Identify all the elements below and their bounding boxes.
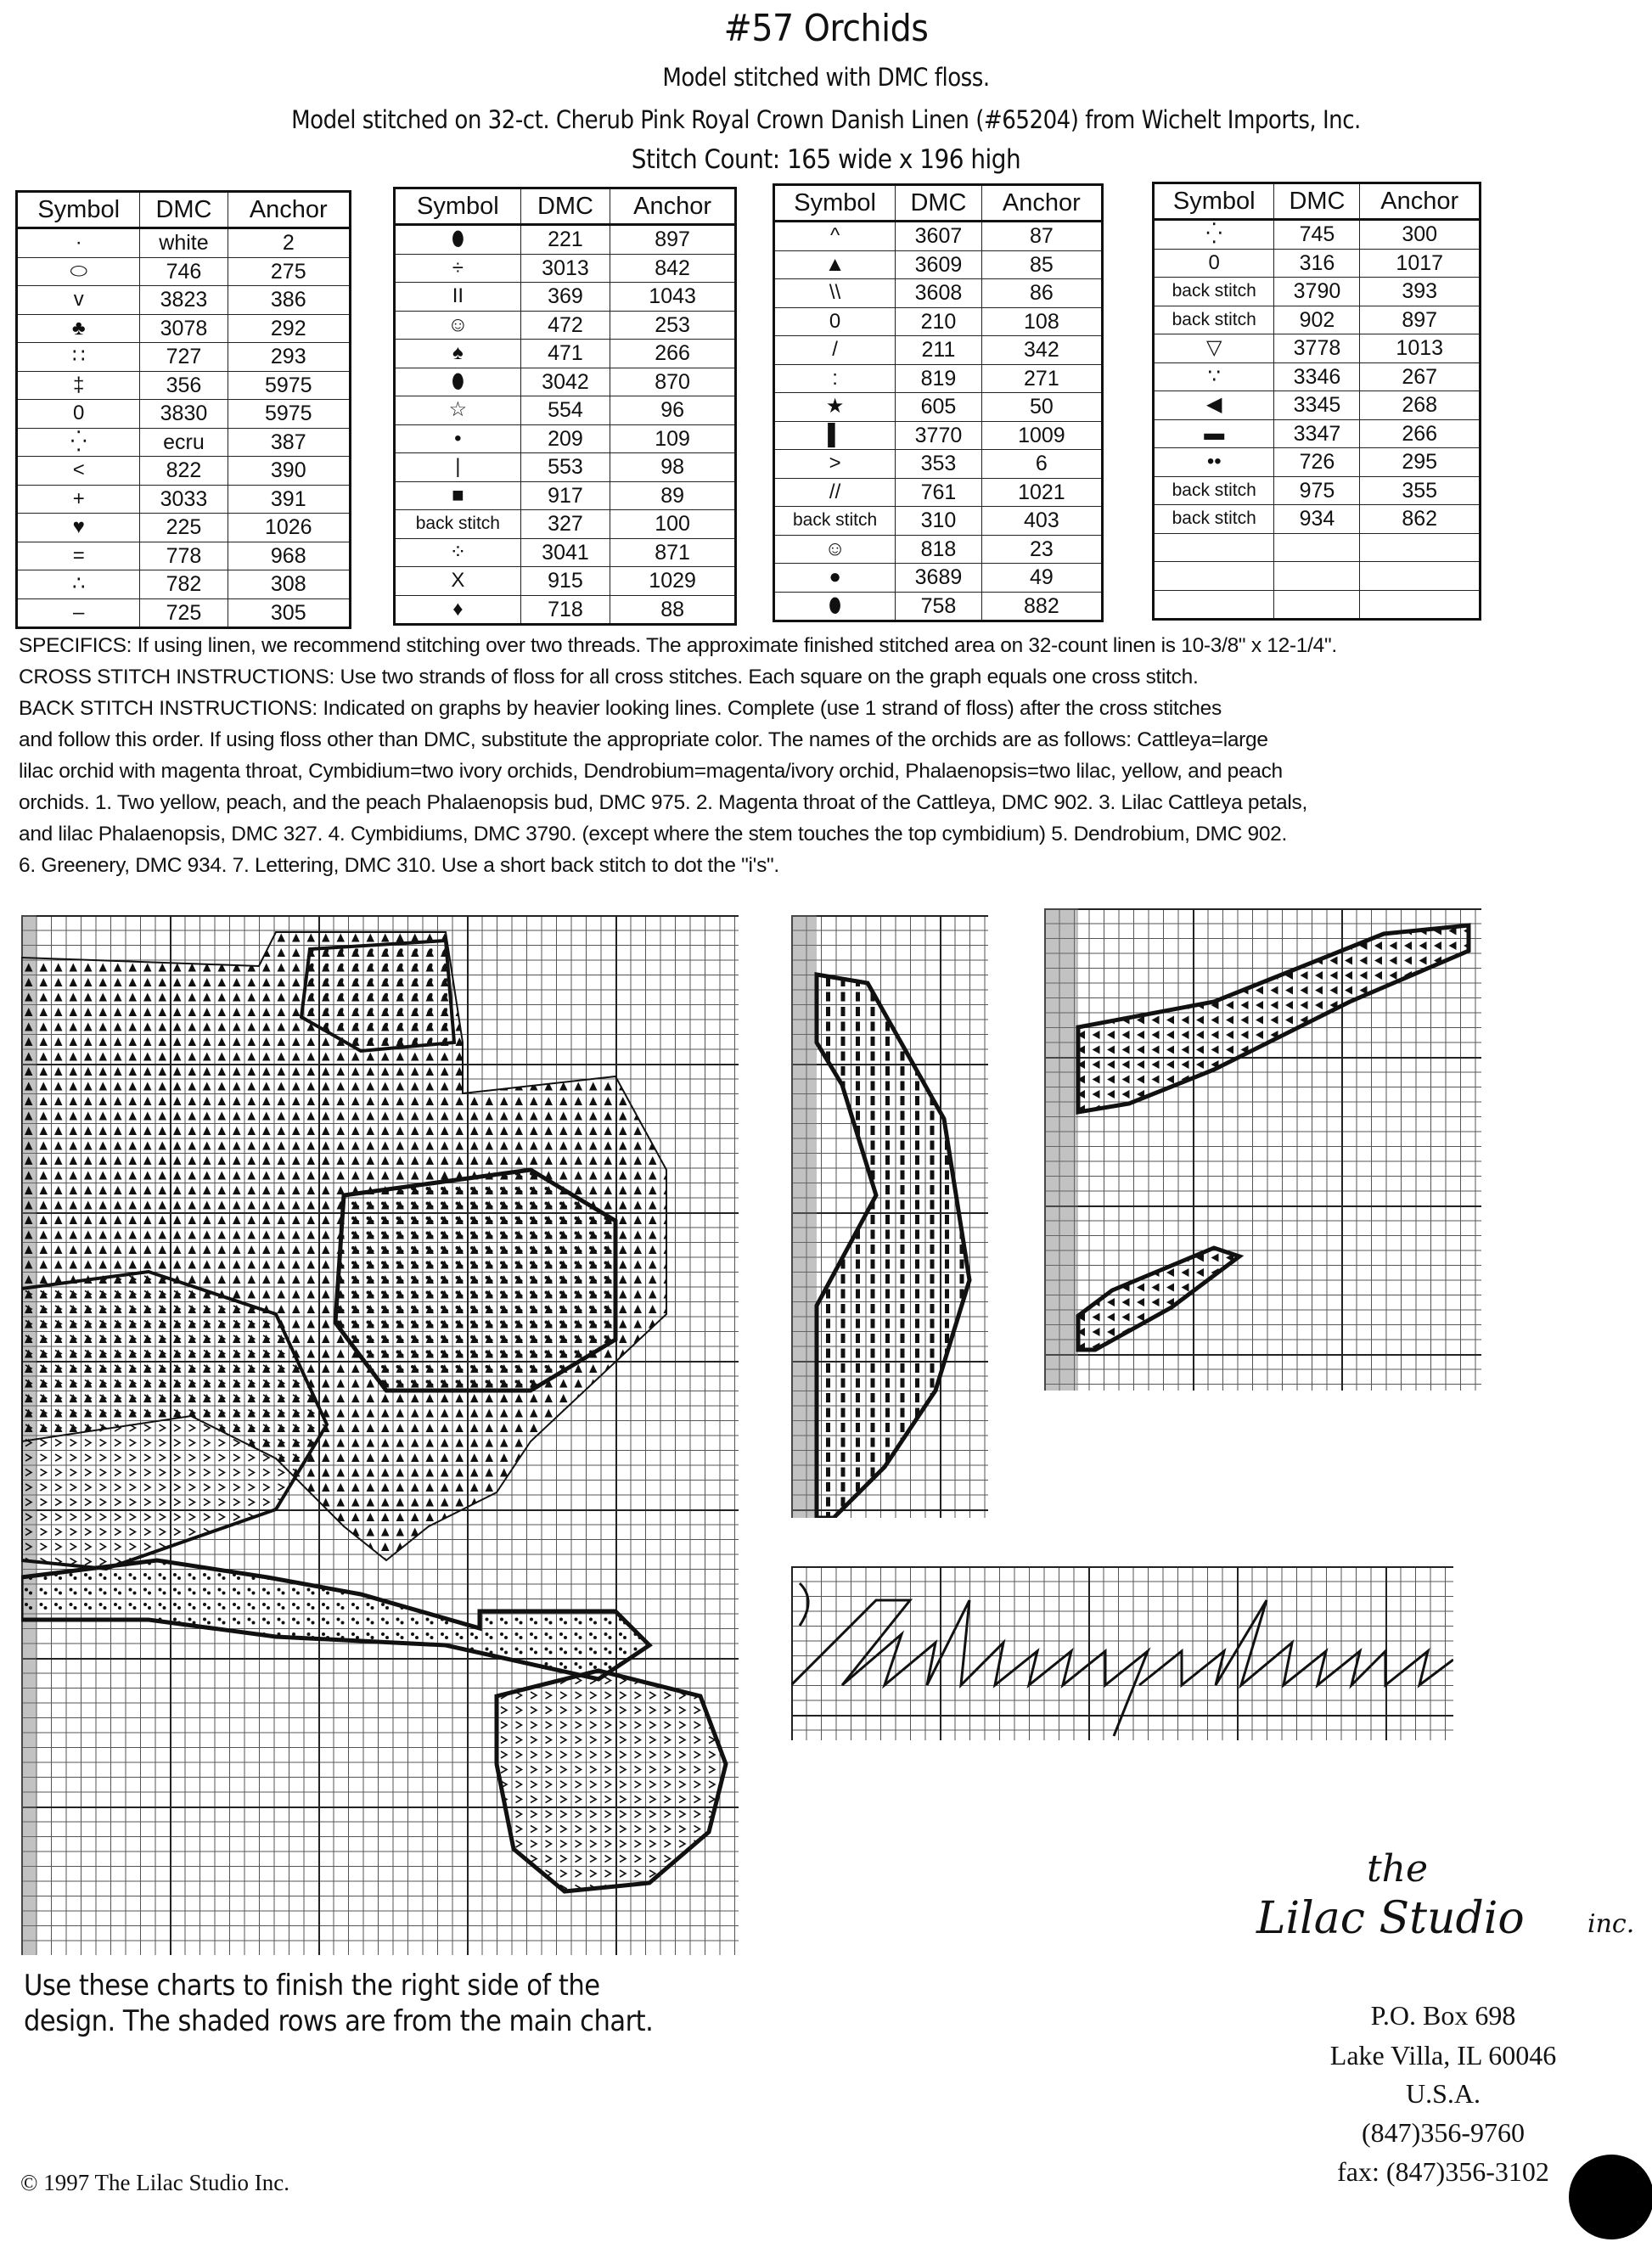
floss-key-table-4 [1152,182,1481,621]
key-header-symbol: Symbol [1154,183,1274,220]
key-header-row [395,188,736,225]
key-dmc: 822 [140,457,228,486]
key-symbol-icon: ▽ [1154,334,1274,363]
key-row [17,343,351,372]
key-dmc: 3041 [520,538,610,567]
key-symbol: back stitch [1154,476,1274,505]
key-row [1154,476,1481,505]
key-symbol-icon: ♥ [17,514,140,542]
key-header-symbol: Symbol [17,192,140,228]
key-dmc [1274,562,1360,591]
key-anchor: 87 [981,222,1102,251]
key-row [17,514,351,542]
key-dmc: 210 [896,307,982,336]
key-dmc: 727 [140,343,228,372]
key-anchor: 393 [1360,278,1481,306]
key-anchor: 968 [228,542,350,570]
key-header-dmc: DMC [1274,183,1360,220]
key-anchor: 1009 [981,421,1102,450]
key-row [1154,334,1481,363]
key-dmc: 221 [520,225,610,255]
key-dmc: 745 [1274,220,1360,250]
key-dmc: 3823 [140,286,228,315]
key-dmc: 471 [520,340,610,368]
chart-note-line: Use these charts to finish the right side of the [24,1969,600,2003]
key-row [1154,533,1481,562]
key-dmc: 3607 [896,222,982,251]
key-dmc: 3770 [896,421,982,450]
key-anchor: 266 [610,340,736,368]
key-symbol-icon: · [17,228,140,258]
key-anchor: 86 [981,279,1102,308]
key-dmc: 356 [140,371,228,400]
key-row [17,485,351,514]
key-row [395,567,736,596]
key-symbol-icon: ▌ [774,421,896,450]
key-dmc: 726 [1274,448,1360,477]
side-chart-leaves [1044,908,1481,1391]
key-row [774,279,1103,308]
chart-note-line: design. The shaded rows are from the main chart. [24,2004,654,2038]
key-symbol-icon: •• [1154,448,1274,477]
key-dmc: 225 [140,514,228,542]
key-anchor: 295 [1360,448,1481,477]
key-symbol-icon: = [17,542,140,570]
key-symbol: back stitch [774,507,896,536]
key-symbol-icon: II [395,283,521,312]
key-dmc: 554 [520,396,610,425]
key-anchor: 275 [228,257,350,286]
instruction-line: lilac orchid with magenta throat, Cymbidium=two ivory orchids, Dendrobium=magenta/ivory orchid, Phalaenopsis=two lilac, yellow, and peach [19,760,1283,783]
key-row [1154,306,1481,334]
key-header-row [774,185,1103,222]
key-symbol-icon: ⬮ [395,368,521,396]
key-anchor [1360,562,1481,591]
key-dmc: 718 [520,595,610,625]
key-dmc: 3078 [140,314,228,343]
key-symbol-icon: 0 [774,307,896,336]
key-symbol-icon: ∵ [1154,362,1274,391]
key-anchor: 253 [610,311,736,340]
key-symbol-icon: ▬ [1154,419,1274,448]
key-anchor: 1043 [610,283,736,312]
key-anchor: 882 [981,592,1102,621]
key-row [17,428,351,457]
key-row [17,457,351,486]
key-symbol-icon: // [774,478,896,507]
key-row [774,393,1103,422]
key-dmc: 3790 [1274,278,1360,306]
key-symbol-icon: / [774,336,896,365]
key-anchor: 5975 [228,400,350,429]
page-title: #57 Orchids [723,7,929,50]
key-row [774,364,1103,393]
key-row [1154,419,1481,448]
instructions [19,630,1632,881]
instruction-line: and follow this order. If using floss other than DMC, substitute the appropriate color. The names of the orchids are as follows: Cattleya=large [19,728,1268,751]
key-dmc: 915 [520,567,610,596]
key-dmc: 353 [896,450,982,479]
key-dmc: 819 [896,364,982,393]
key-row [1154,391,1481,420]
side-chart-leaves-stitches [1044,908,1481,1391]
floss-key-table-3 [773,183,1104,622]
key-dmc: 3609 [896,250,982,279]
key-header-dmc: DMC [140,192,228,228]
key-symbol-icon: ◀ [1154,391,1274,420]
key-dmc: 778 [140,542,228,570]
key-row [17,314,351,343]
key-anchor: 1026 [228,514,350,542]
floss-key-table-1 [15,190,351,629]
key-anchor: 1013 [1360,334,1481,363]
key-symbol-icon: ⬮ [395,225,521,255]
key-header-dmc: DMC [896,185,982,222]
key-row [774,421,1103,450]
key-anchor: 85 [981,250,1102,279]
key-symbol: back stitch [1154,306,1274,334]
key-anchor: 1017 [1360,249,1481,278]
key-dmc: 917 [520,481,610,510]
key-row [395,510,736,539]
key-symbol-icon: ☆ [395,396,521,425]
key-symbol-icon: ^ [774,222,896,251]
key-symbol-icon: : [774,364,896,393]
key-row [395,595,736,625]
key-row [17,257,351,286]
key-row [1154,362,1481,391]
logo-the: the [1367,1847,1429,1891]
key-symbol-icon: < [17,457,140,486]
logo-name: Lilac Studio [1256,1893,1525,1944]
lettering-chart [791,1566,1453,1740]
key-row [395,453,736,482]
copyright: © 1997 The Lilac Studio Inc. [20,2170,289,2195]
key-anchor: 897 [610,225,736,255]
key-dmc: 818 [896,535,982,564]
key-symbol-icon: + [17,485,140,514]
side-chart-stem [791,915,988,1518]
stitch-count: Stitch Count: 165 wide x 196 high [631,144,1021,175]
key-dmc: 758 [896,592,982,621]
key-symbol-icon: ☺ [774,535,896,564]
key-anchor: 5975 [228,371,350,400]
key-row [395,225,736,255]
key-symbol-icon: • [395,424,521,453]
key-dmc: 975 [1274,476,1360,505]
key-dmc [1274,590,1360,620]
key-row [395,368,736,396]
key-dmc: 369 [520,283,610,312]
key-symbol-icon: ÷ [395,254,521,283]
key-row [774,478,1103,507]
key-dmc: 3778 [1274,334,1360,363]
key-symbol [1154,533,1274,562]
key-anchor: 96 [610,396,736,425]
key-header-row [1154,183,1481,220]
key-row [17,542,351,570]
key-anchor: 88 [610,595,736,625]
key-dmc: 782 [140,570,228,599]
key-dmc: 209 [520,424,610,453]
key-symbol-icon: ★ [774,393,896,422]
key-symbol-icon: ⁘ [395,538,521,567]
key-dmc: 902 [1274,306,1360,334]
key-anchor: 109 [610,424,736,453]
key-header-dmc: DMC [520,188,610,225]
key-symbol-icon: ∴ [17,570,140,599]
key-row [17,598,351,628]
key-dmc: ecru [140,428,228,457]
instruction-line: orchids. 1. Two yellow, peach, and the peach Phalaenopsis bud, DMC 975. 2. Magenta throat of the Cattleya, DMC 902. 3. Lilac Cattleya petals, [19,791,1307,814]
key-anchor [1360,533,1481,562]
key-anchor: 268 [1360,391,1481,420]
key-dmc: 3830 [140,400,228,429]
key-anchor: 292 [228,314,350,343]
cattleya-throat [335,1170,615,1391]
key-anchor: 2 [228,228,350,258]
key-row [774,450,1103,479]
key-header-symbol: Symbol [395,188,521,225]
key-dmc: 3346 [1274,362,1360,391]
key-dmc: 3347 [1274,419,1360,448]
key-anchor: 386 [228,286,350,315]
lilac-studio-logo [1248,1847,1638,1978]
key-row [774,535,1103,564]
key-symbol-icon: 0 [17,400,140,429]
key-dmc: 3042 [520,368,610,396]
key-dmc: white [140,228,228,258]
key-anchor: 391 [228,485,350,514]
key-dmc: 605 [896,393,982,422]
key-row [17,286,351,315]
key-symbol-icon: \\ [774,279,896,308]
key-dmc [1274,533,1360,562]
key-anchor: 387 [228,428,350,457]
key-row [774,336,1103,365]
address-city: Lake Villa, IL 60046 [1329,2040,1557,2071]
key-dmc: 553 [520,453,610,482]
key-row [1154,590,1481,620]
key-row [1154,220,1481,250]
floss-note: Model stitched with DMC floss. [662,63,990,92]
instruction-line: 6. Greenery, DMC 934. 7. Lettering, DMC 310. Use a short back stitch to dot the "i's". [19,854,779,877]
key-symbol: back stitch [1154,278,1274,306]
key-anchor: 1029 [610,567,736,596]
key-dmc: 3013 [520,254,610,283]
key-symbol-icon: ⬭ [17,257,140,286]
key-row [1154,562,1481,591]
key-row [17,371,351,400]
key-symbol-icon: ♦ [395,595,521,625]
bud [497,1671,726,1891]
key-row [395,396,736,425]
key-row [395,538,736,567]
key-anchor: 870 [610,368,736,396]
key-row [17,400,351,429]
key-symbol [1154,590,1274,620]
key-anchor: 266 [1360,419,1481,448]
instruction-line: SPECIFICS: If using linen, we recommend stitching over two threads. The approximate finished stitched area on 32-count linen is 10-3/8" x 12-1/4". [19,634,1337,657]
binder-hole [1569,2155,1652,2239]
stem [21,1560,649,1679]
key-anchor: 100 [610,510,736,539]
key-dmc: 761 [896,478,982,507]
key-anchor: 342 [981,336,1102,365]
key-dmc: 3345 [1274,391,1360,420]
key-row [1154,278,1481,306]
key-row [395,311,736,340]
key-symbol-icon: ⁛ [1154,220,1274,250]
key-symbol-icon: ♠ [395,340,521,368]
key-dmc: 725 [140,598,228,628]
key-anchor: 1021 [981,478,1102,507]
key-row [1154,249,1481,278]
key-anchor: 308 [228,570,350,599]
key-anchor: 305 [228,598,350,628]
key-anchor: 293 [228,343,350,372]
key-symbol-icon: ■ [395,481,521,510]
phalaenopsis-lettering [791,1566,1453,1740]
key-row [395,481,736,510]
instruction-line: BACK STITCH INSTRUCTIONS: Indicated on graphs by heavier looking lines. Complete (use 1 strand of floss) after the cross stitches [19,697,1222,720]
key-dmc: 746 [140,257,228,286]
instruction-line: and lilac Phalaenopsis, DMC 327. 4. Cymbidiums, DMC 3790. (except where the stem touches the top cymbidium) 5. Dendrobium, DMC 902. [19,823,1287,846]
side-chart-stem-stitches [791,915,988,1518]
key-row [395,283,736,312]
key-anchor: 6 [981,450,1102,479]
key-row [395,340,736,368]
key-header-row [17,192,351,228]
fabric-note: Model stitched on 32-ct. Cherub Pink Royal Crown Danish Linen (#65204) from Wichelt Imports, Inc. [291,105,1361,134]
key-dmc: 472 [520,311,610,340]
main-chart-stitches [21,915,739,1955]
key-dmc: 316 [1274,249,1360,278]
key-anchor: 89 [610,481,736,510]
key-symbol [1154,562,1274,591]
key-row [774,250,1103,279]
key-symbol-icon: 0 [1154,249,1274,278]
key-dmc: 327 [520,510,610,539]
key-symbol-icon: ● [774,564,896,593]
key-row [774,507,1103,536]
chart-note [24,1968,653,2039]
key-row [774,564,1103,593]
key-row [1154,505,1481,534]
key-row [395,254,736,283]
key-anchor: 23 [981,535,1102,564]
key-dmc: 3033 [140,485,228,514]
key-row [17,570,351,599]
key-header-anchor: Anchor [228,192,350,228]
key-row [17,228,351,258]
address-phone: (847)356-9760 [1362,2117,1525,2148]
key-anchor [1360,590,1481,620]
key-row [395,424,736,453]
key-row [774,222,1103,251]
key-symbol-icon: v [17,286,140,315]
key-dmc: 310 [896,507,982,536]
key-anchor: 871 [610,538,736,567]
key-dmc: 211 [896,336,982,365]
key-symbol-icon: ‡ [17,371,140,400]
key-anchor: 403 [981,507,1102,536]
key-anchor: 108 [981,307,1102,336]
key-symbol-icon: ⬮ [774,592,896,621]
key-row [774,592,1103,621]
key-header-anchor: Anchor [981,185,1102,222]
key-symbol-icon: > [774,450,896,479]
key-symbol-icon: ♣ [17,314,140,343]
key-header-symbol: Symbol [774,185,896,222]
key-anchor: 50 [981,393,1102,422]
key-anchor: 49 [981,564,1102,593]
key-header-anchor: Anchor [610,188,736,225]
key-anchor: 862 [1360,505,1481,534]
key-dmc: 3608 [896,279,982,308]
floss-key-table-2 [393,187,737,626]
key-row [1154,448,1481,477]
address-country: U.S.A. [1405,2078,1481,2109]
key-anchor: 842 [610,254,736,283]
key-anchor: 98 [610,453,736,482]
key-symbol-icon: ⁛ [17,428,140,457]
key-anchor: 897 [1360,306,1481,334]
key-symbol-icon: X [395,567,521,596]
key-dmc: 934 [1274,505,1360,534]
key-symbol-icon: ☺ [395,311,521,340]
key-symbol-icon: | [395,453,521,482]
key-row [774,307,1103,336]
instruction-line: CROSS STITCH INSTRUCTIONS: Use two strands of floss for all cross stitches. Each square on the graph equals one cross stitch. [19,666,1199,688]
main-chart [21,915,739,1955]
key-dmc: 3689 [896,564,982,593]
key-symbol: back stitch [395,510,521,539]
logo-suffix: inc. [1587,1909,1635,1939]
key-anchor: 267 [1360,362,1481,391]
key-anchor: 355 [1360,476,1481,505]
key-header-anchor: Anchor [1360,183,1481,220]
key-anchor: 271 [981,364,1102,393]
address-po-box: P.O. Box 698 [1370,2000,1516,2031]
key-symbol: back stitch [1154,505,1274,534]
key-symbol-icon: ▲ [774,250,896,279]
key-anchor: 300 [1360,220,1481,250]
address-fax: fax: (847)356-3102 [1337,2156,1549,2187]
key-anchor: 390 [228,457,350,486]
key-symbol-icon: ∷ [17,343,140,372]
key-symbol-icon: – [17,598,140,628]
